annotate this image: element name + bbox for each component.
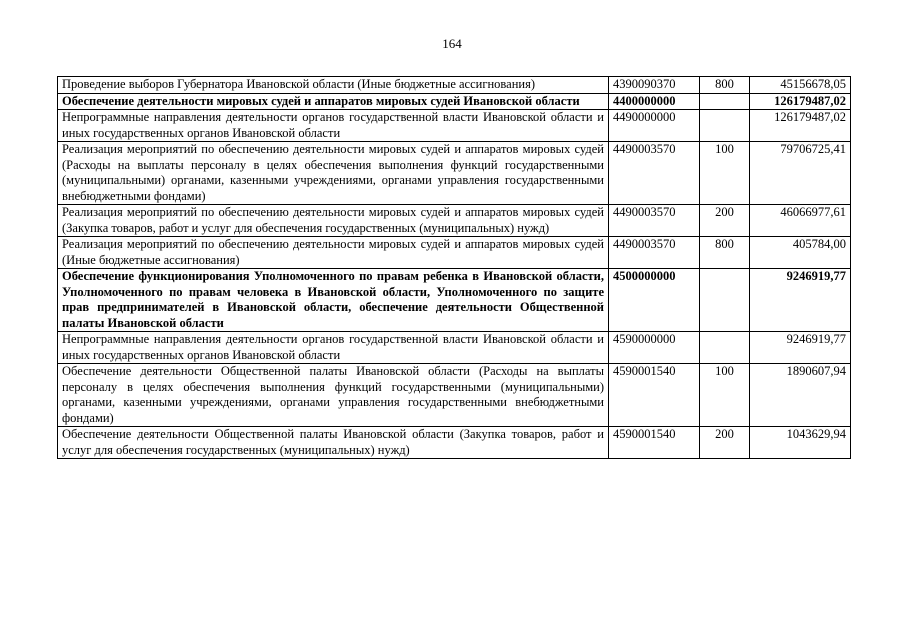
row-amount: 405784,00 (750, 237, 851, 269)
row-expense-type (700, 269, 750, 332)
table-row (58, 332, 851, 364)
budget-table (57, 76, 851, 459)
row-amount: 126179487,02 (750, 110, 851, 142)
row-amount: 45156678,05 (750, 77, 851, 94)
table-row (58, 237, 851, 269)
table-row (58, 110, 851, 142)
row-amount: 79706725,41 (750, 142, 851, 205)
row-description: Реализация мероприятий по обеспечению деятельности мировых судей и аппаратов мировых судей (Иные бюджетные ассигнования) (58, 237, 609, 269)
row-description: Обеспечение деятельности Общественной палаты Ивановской области (Расходы на выплаты персоналу в целях обеспечения выполнения функций государственными (муниципальными) органами, казенными учреждениями, органами управления государственными внебюджетными фондами) (58, 364, 609, 427)
row-target-code: 4490003570 (609, 237, 700, 269)
row-expense-type: 100 (700, 142, 750, 205)
row-description: Непрограммные направления деятельности органов государственной власти Ивановской области и иных государственных органов Ивановской области (58, 110, 609, 142)
row-target-code: 4590001540 (609, 364, 700, 427)
row-expense-type (700, 332, 750, 364)
table-row (58, 427, 851, 459)
row-expense-type (700, 110, 750, 142)
table-row (58, 93, 851, 110)
row-expense-type: 200 (700, 427, 750, 459)
row-target-code: 4500000000 (609, 269, 700, 332)
row-description: Непрограммные направления деятельности органов государственной власти Ивановской области и иных государственных органов Ивановской области (58, 332, 609, 364)
table-row (58, 142, 851, 205)
row-description: Проведение выборов Губернатора Ивановской области (Иные бюджетные ассигнования) (58, 77, 609, 94)
row-amount: 126179487,02 (750, 93, 851, 110)
table-row (58, 269, 851, 332)
page-number: 164 (442, 36, 462, 51)
row-expense-type (700, 93, 750, 110)
row-target-code: 4490003570 (609, 142, 700, 205)
row-expense-type: 800 (700, 237, 750, 269)
row-expense-type: 800 (700, 77, 750, 94)
row-description: Реализация мероприятий по обеспечению деятельности мировых судей и аппаратов мировых судей (Расходы на выплаты персоналу в целях обеспечения выполнения функций государственными (муниципальными) органами, казенными учреждениями, органами управления государственными внебюджетными фондами) (58, 142, 609, 205)
row-description: Реализация мероприятий по обеспечению деятельности мировых судей и аппаратов мировых судей (Закупка товаров, работ и услуг для обеспечения государственных (муниципальных) нужд) (58, 205, 609, 237)
row-amount: 46066977,61 (750, 205, 851, 237)
table-row (58, 205, 851, 237)
row-description: Обеспечение деятельности мировых судей и аппаратов мировых судей Ивановской области (58, 93, 609, 110)
row-amount: 9246919,77 (750, 332, 851, 364)
row-description: Обеспечение функционирования Уполномоченного по правам ребенка в Ивановской области, Уполномоченного по правам человека в Ивановской области, Уполномоченного по защите прав предпринимателей в Ивановской области, обеспечение деятельности Общественной палаты Ивановской области (58, 269, 609, 332)
row-expense-type: 200 (700, 205, 750, 237)
row-amount: 9246919,77 (750, 269, 851, 332)
row-amount: 1043629,94 (750, 427, 851, 459)
row-target-code: 4490003570 (609, 205, 700, 237)
row-amount: 1890607,94 (750, 364, 851, 427)
table-row (58, 77, 851, 94)
row-target-code: 4590000000 (609, 332, 700, 364)
row-description: Обеспечение деятельности Общественной палаты Ивановской области (Закупка товаров, работ и услуг для обеспечения государственных (муниципальных) нужд) (58, 427, 609, 459)
table-row (58, 364, 851, 427)
row-target-code: 4490000000 (609, 110, 700, 142)
row-target-code: 4400000000 (609, 93, 700, 110)
row-expense-type: 100 (700, 364, 750, 427)
row-target-code: 4590001540 (609, 427, 700, 459)
row-target-code: 4390090370 (609, 77, 700, 94)
